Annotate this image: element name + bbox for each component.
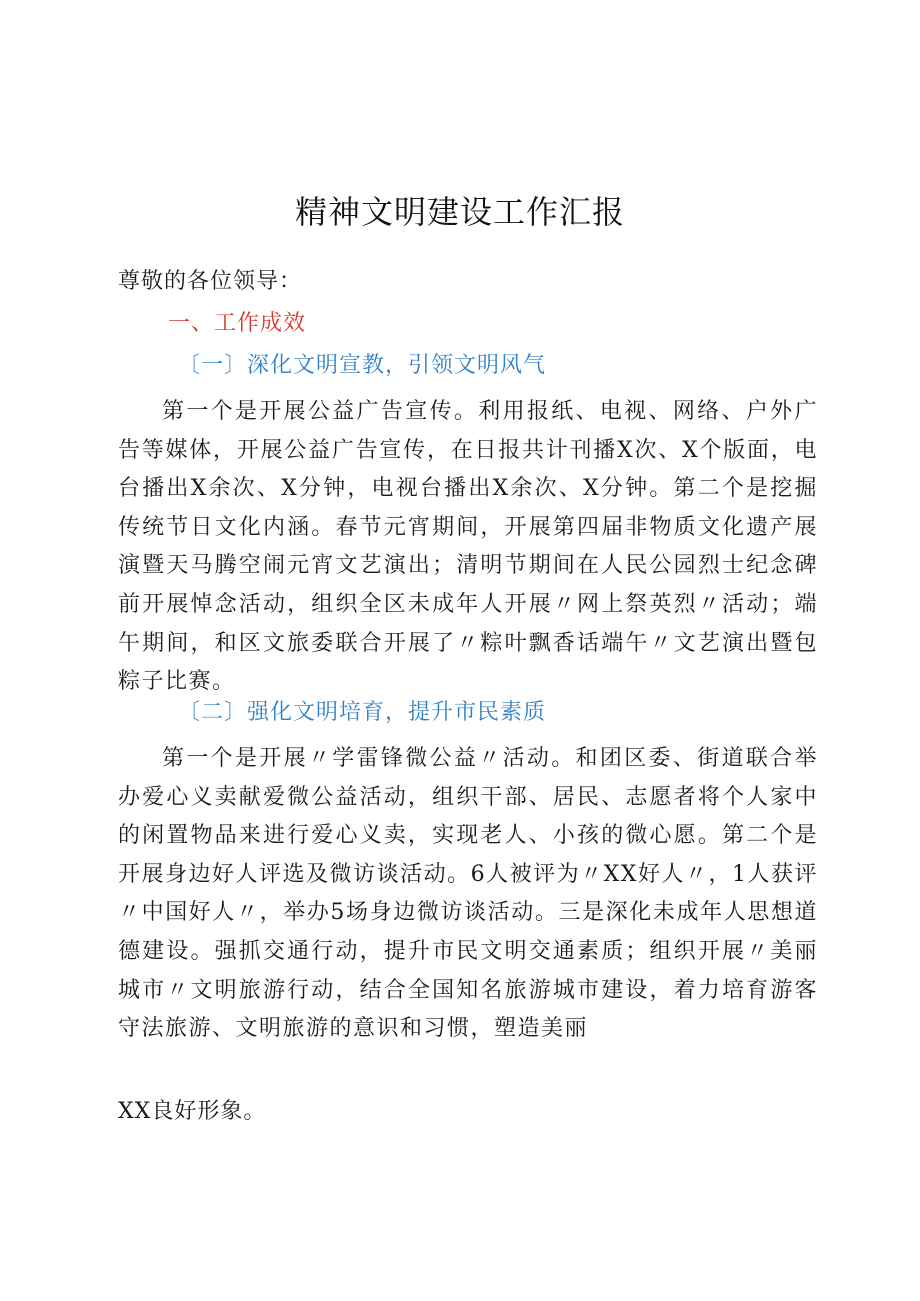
subsection-heading-1: 〔一〕深化文明宣教，引领文明风气	[178, 353, 547, 378]
closing-line: XX良好形象。	[118, 1099, 267, 1124]
section-heading-work-results: 一、工作成效	[168, 311, 307, 336]
body-paragraph-2: 第一个是开展〃学雷锋微公益〃活动。和团区委、街道联合举办爱心义卖献爱微公益活动，组织干部、居民、志愿者将个人家中的闲置物品来进行爱心义卖，实现老人、小孩的微心愿。第二个是开展身边好人评选及微访谈活动。6人被评为〃XX好人〃，1人获评〃中国好人〃，举办5场身边微访谈活动。三是深化未成年人思想道德建设。强抓交通行动，提升市民文明交通素质；组织开展〃美丽城市〃文明旅游行动，结合全国知名旅游城市建设，着力培育游客守法旅游、文明旅游的意识和习惯，塑造美丽	[118, 746, 818, 1042]
subsection-heading-2: 〔二〕强化文明培育，提升市民素质	[178, 700, 547, 725]
document-title: 精神文明建设工作汇报	[294, 193, 625, 231]
salutation: 尊敬的各位领导：	[118, 269, 303, 294]
body-paragraph-1: 第一个是开展公益广告宣传。利用报纸、电视、网络、户外广告等媒体，开展公益广告宣传，在日报共计刊播X次、X个版面，电台播出X余次、X分钟，电视台播出X余次、X分钟。第二个是挖掘传统节日文化内涵。春节元宵期间，开展第四届非物质文化遗产展演暨天马腾空闹元宵文艺演出；清明节期间在人民公园烈士纪念碑前开展悼念活动，组织全区未成年人开展〃网上祭英烈〃活动；端午期间，和区文旅委联合开展了〃粽叶飘香话端午〃文艺演出暨包粽子比赛。	[118, 399, 818, 695]
